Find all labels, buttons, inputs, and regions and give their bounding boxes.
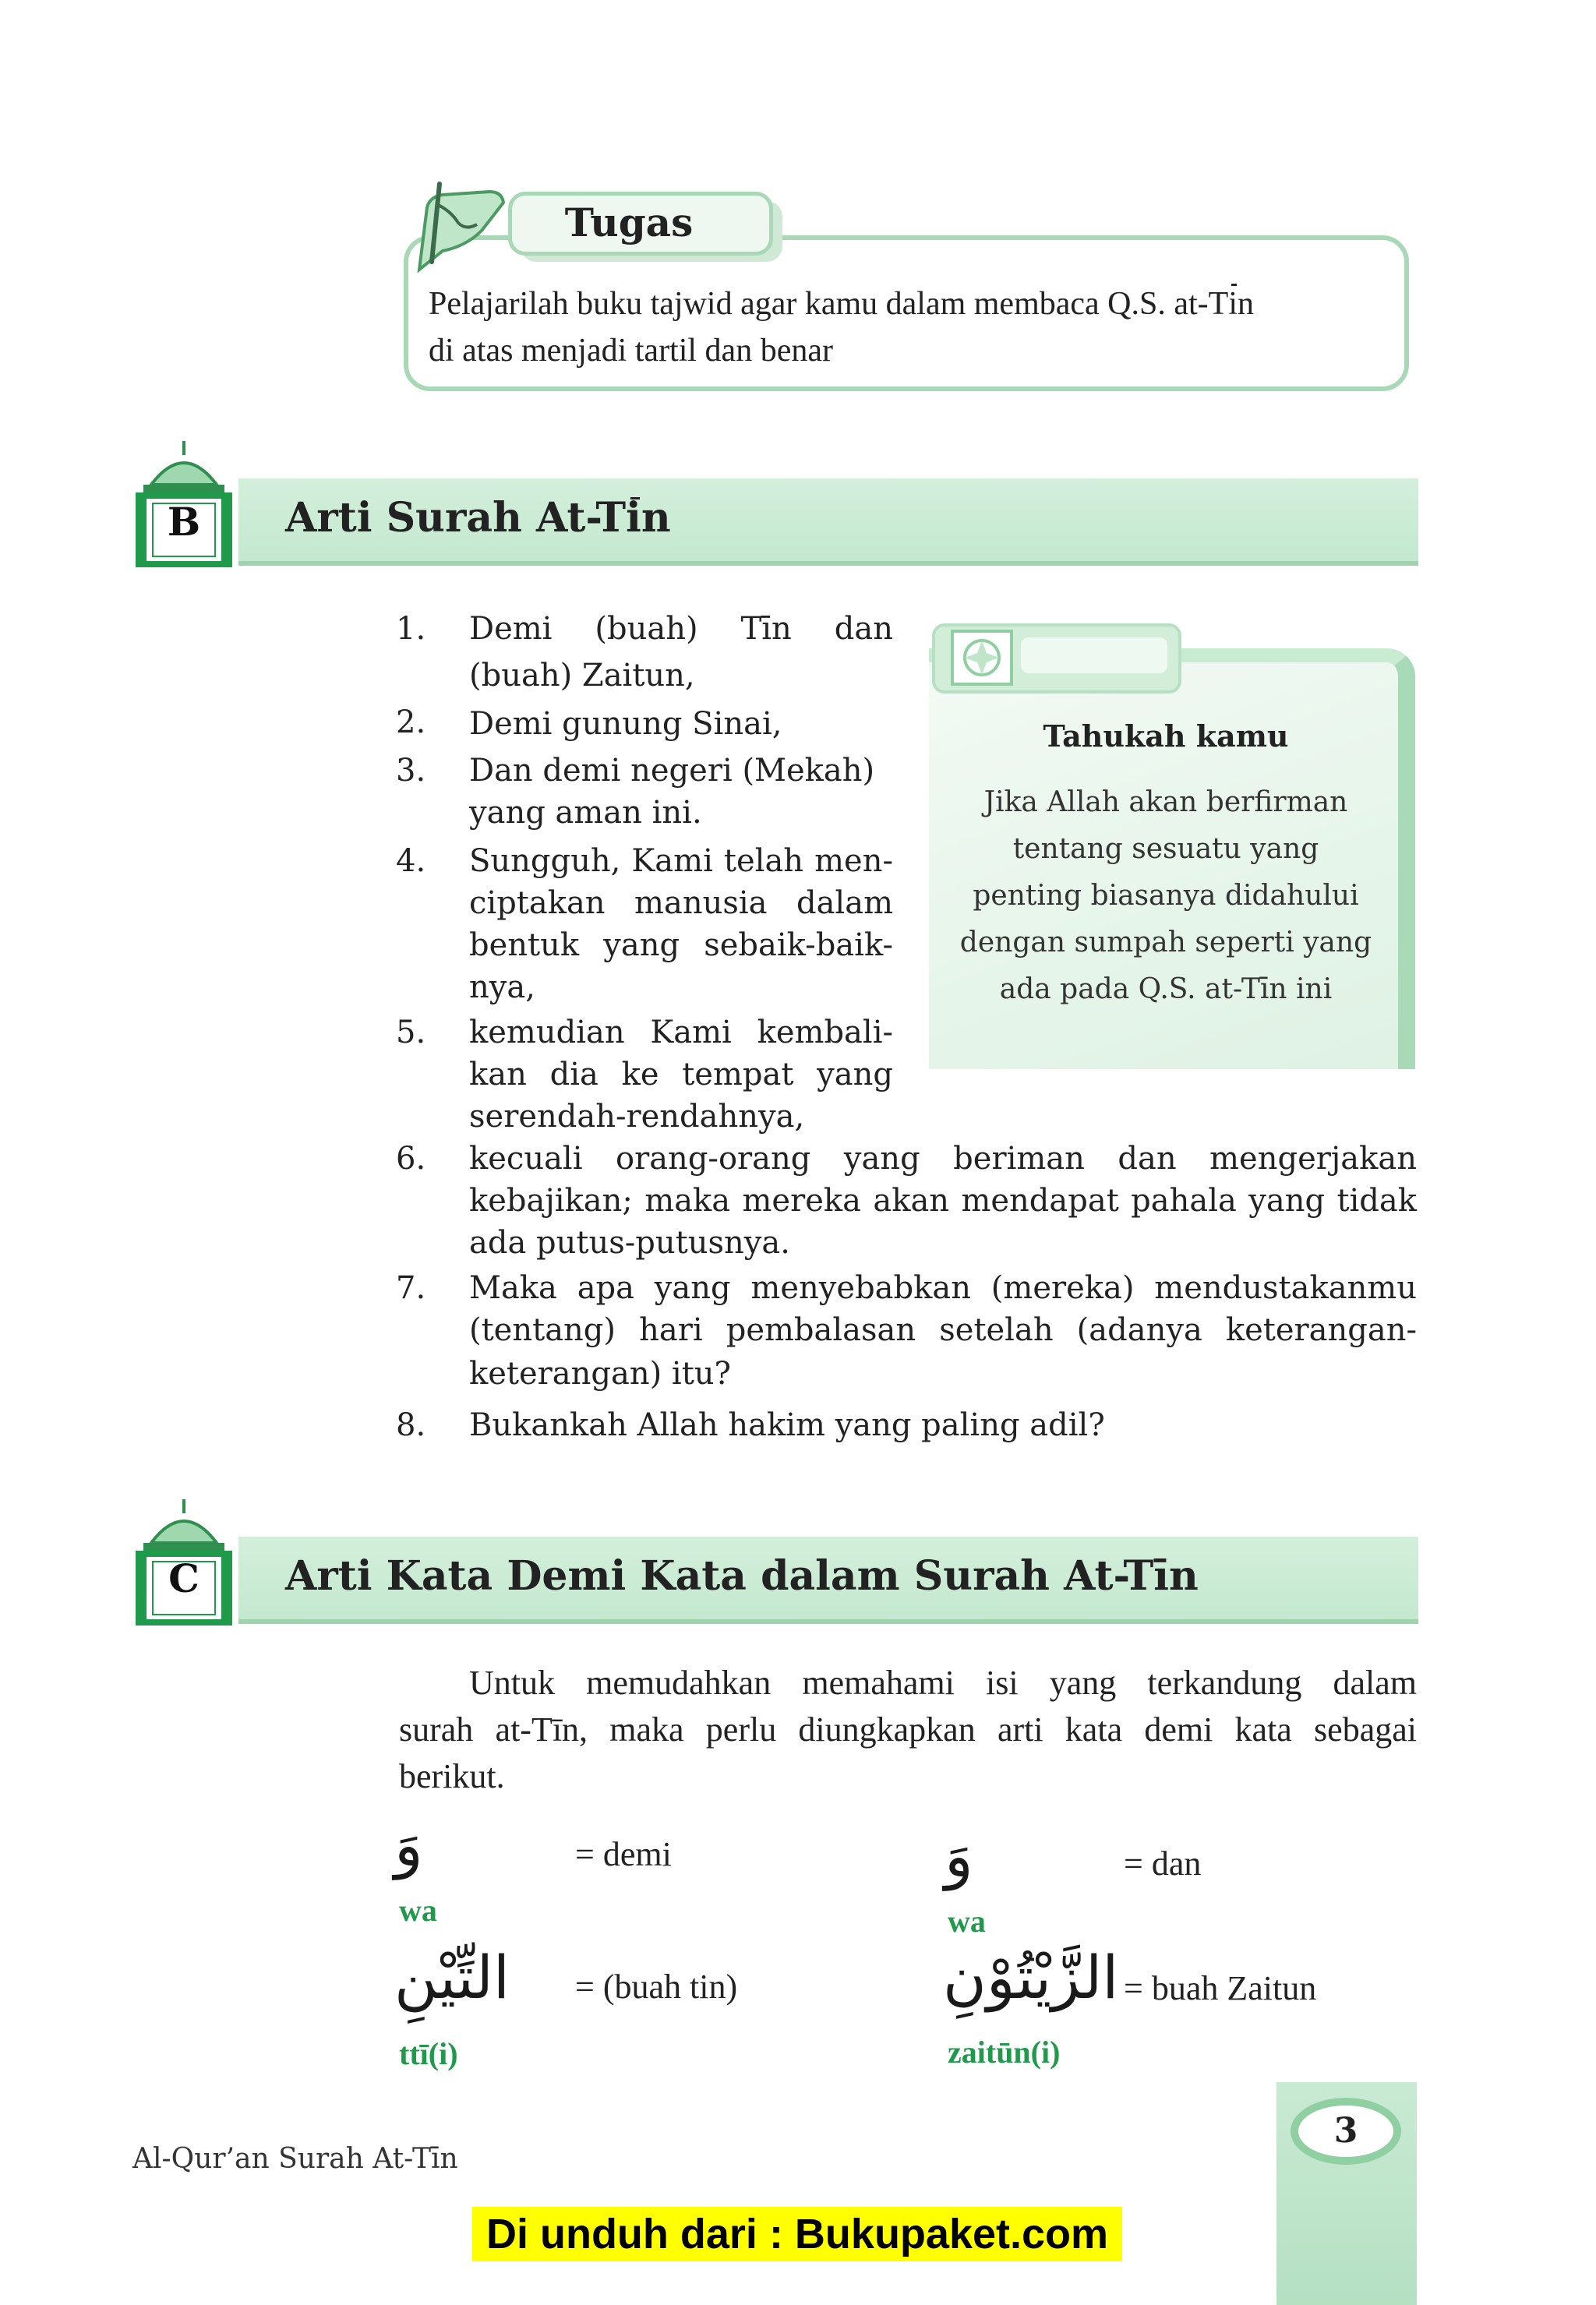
verse-number: 5. bbox=[396, 1015, 426, 1050]
info-line: tentang sesuatu yang bbox=[1012, 833, 1319, 865]
verse-number: 6. bbox=[396, 1141, 426, 1177]
vocab-transliteration: wa bbox=[948, 1904, 986, 1939]
verse-1-word: Demi bbox=[469, 611, 553, 647]
tugas-body-line1-tail: n bbox=[1238, 286, 1254, 322]
vocab-transliteration: zaitūn(i) bbox=[948, 2035, 1061, 2070]
writing-hand-icon bbox=[404, 176, 513, 277]
list-item: Demi gunung Sinai, bbox=[469, 706, 782, 742]
info-line: penting biasanya didahului bbox=[973, 880, 1359, 912]
list-item: ada putus-putusnya. bbox=[469, 1225, 790, 1261]
section-b-title-suffix: n bbox=[641, 494, 671, 542]
footer-book-title: Al-Qur’an Surah At-Tīn bbox=[132, 2143, 458, 2175]
vocab-arabic: الزَّيْتُوْنِ bbox=[943, 1943, 1119, 2012]
tugas-title: Tugas bbox=[564, 199, 694, 245]
tugas-body-line2: di atas menjadi tartil dan benar bbox=[429, 333, 833, 369]
vocab-meaning: = dan bbox=[1124, 1844, 1202, 1883]
vocab-meaning: = buah Zaitun bbox=[1124, 1969, 1317, 2007]
info-line: dengan sumpah seperti yang bbox=[959, 927, 1372, 958]
section-c-letter: C bbox=[168, 1555, 200, 1601]
page-number: 3 bbox=[1333, 2111, 1358, 2151]
download-banner-text[interactable]: Di unduh dari : Bukupaket.com bbox=[486, 2211, 1109, 2257]
verse-number: 2. bbox=[396, 704, 426, 740]
list-item: yang aman ini. bbox=[469, 795, 702, 831]
verse-number: 3. bbox=[396, 753, 426, 789]
vocab-transliteration: ttī(i) bbox=[399, 2036, 458, 2071]
list-item: Sungguh, Kami telah men- bbox=[469, 843, 893, 879]
list-item: serendah-rendahnya, bbox=[469, 1099, 805, 1135]
verse-1-word: (buah) bbox=[595, 611, 698, 647]
list-item: kebajikan; maka mereka akan mendapat pahala yang tidak bbox=[469, 1183, 1417, 1219]
section-c-intro bbox=[399, 1660, 1417, 1800]
verse-number: 4. bbox=[396, 843, 426, 879]
list-item bbox=[469, 608, 893, 650]
verse-number: 7. bbox=[396, 1270, 426, 1306]
list-item: bentuk yang sebaik-baik- bbox=[469, 927, 893, 963]
verse-1-word: dan bbox=[834, 611, 893, 647]
info-line: Jika Allah akan berfirman bbox=[983, 786, 1348, 818]
list-item: Dan demi negeri (Mekah) bbox=[469, 753, 875, 789]
tugas-body bbox=[429, 281, 1395, 374]
verse-1-word: Tīn bbox=[740, 611, 792, 647]
ornament-icon bbox=[949, 628, 1015, 687]
section-c-title: Arti Kata Demi Kata dalam Surah At-Tīn bbox=[285, 1552, 1199, 1600]
verse-number: 1. bbox=[396, 611, 426, 647]
intro-line: berikut. bbox=[399, 1757, 505, 1795]
vocab-meaning: = demi bbox=[575, 1835, 672, 1873]
section-b-letter: B bbox=[167, 499, 201, 545]
section-b-title-prefix: Arti Surah At-T bbox=[285, 494, 627, 542]
list-item: kemudian Kami kembali- bbox=[469, 1015, 893, 1050]
vocab-transliteration: wa bbox=[399, 1893, 437, 1928]
section-b-title bbox=[285, 494, 671, 542]
list-item: kan dia ke tempat yang bbox=[469, 1057, 893, 1092]
vocab-arabic: التِّيْنِ bbox=[394, 1943, 510, 2012]
vocab-arabic: وَ bbox=[945, 1821, 973, 1890]
list-item: Bukankah Allah hakim yang paling adil? bbox=[469, 1407, 1105, 1443]
list-item: ciptakan manusia dalam bbox=[469, 885, 893, 921]
list-item: (buah) Zaitun, bbox=[469, 658, 695, 694]
list-item: (tentang) hari pembalasan setelah (adanya keterangan- bbox=[469, 1312, 1417, 1348]
list-item: nya, bbox=[469, 969, 535, 1005]
vocab-meaning: = (buah tin) bbox=[575, 1968, 738, 2006]
info-line: ada pada Q.S. at-Tīn ini bbox=[999, 973, 1333, 1005]
tugas-body-macron-letter: i bbox=[1228, 281, 1238, 327]
intro-line: Untuk memudahkan memahami isi yang terkandung dalam bbox=[469, 1664, 1417, 1702]
vocab-arabic: وَ bbox=[394, 1810, 423, 1880]
intro-line: surah at-Tīn, maka perlu diungkapkan arti kata demi kata sebagai bbox=[399, 1710, 1417, 1749]
info-body bbox=[948, 779, 1384, 1013]
section-b-title-macron-letter: i bbox=[626, 494, 641, 542]
list-item: kecuali orang-orang yang beriman dan mengerjakan bbox=[469, 1141, 1417, 1177]
tugas-body-line1: Pelajarilah buku tajwid agar kamu dalam membaca Q.S. at-T bbox=[429, 286, 1229, 322]
info-tab-label-area bbox=[1021, 637, 1167, 673]
list-item: Maka apa yang menyebabkan (mereka) mendustakanmu bbox=[469, 1270, 1417, 1306]
list-item: keterangan) itu? bbox=[469, 1356, 731, 1392]
verse-number: 8. bbox=[396, 1407, 426, 1443]
info-title: Tahukah kamu bbox=[1043, 718, 1289, 754]
